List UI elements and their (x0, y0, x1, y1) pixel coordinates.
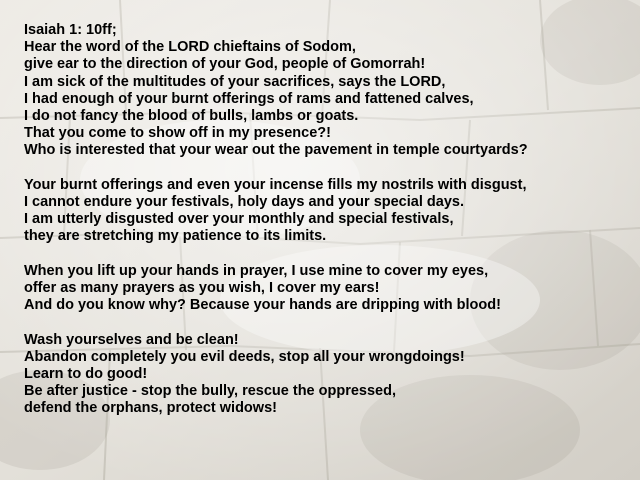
stanza (24, 263, 624, 315)
verse-line: Abandon completely you evil deeds, stop all your wrongdoings! (24, 348, 465, 365)
verse-line: And do you know why? Because your hands are dripping with blood! (24, 297, 501, 314)
verse-line: they are stretching my patience to its limits. (24, 228, 327, 245)
stanza (24, 177, 624, 246)
verse-line: Your burnt offerings and even your incense fills my nostrils with disgust, (24, 176, 527, 193)
verse-line: defend the orphans, protect widows! (24, 400, 277, 417)
verse-line: Wash yourselves and be clean! (24, 331, 239, 348)
verse-line: I am sick of the multitudes of your sacrifices, says the LORD, (24, 73, 446, 90)
verse-line: That you come to show off in my presence?! (24, 125, 331, 142)
verse-line: Learn to do good! (24, 366, 148, 383)
verse-line: Who is interested that your wear out the pavement in temple courtyards? (24, 142, 528, 159)
verse-line: Be after justice - stop the bully, rescue the oppressed, (24, 383, 396, 400)
passage-reference: Isaiah 1: 10ff; (24, 22, 117, 38)
verse-line: I am utterly disgusted over your monthly and special festivals, (24, 211, 454, 228)
passage-text (24, 22, 624, 418)
verse-line: I had enough of your burnt offerings of rams and fattened calves, (24, 90, 474, 107)
verse-line: Hear the word of the LORD chieftains of Sodom, (24, 39, 356, 56)
stanza (24, 332, 624, 418)
stanza (24, 22, 624, 160)
verse-line: I cannot endure your festivals, holy days and your special days. (24, 194, 464, 211)
verse-line: I do not fancy the blood of bulls, lambs or goats. (24, 108, 359, 125)
verse-line: give ear to the direction of your God, people of Gomorrah! (24, 56, 426, 73)
verse-line: When you lift up your hands in prayer, I use mine to cover my eyes, (24, 262, 489, 279)
verse-line: offer as many prayers as you wish, I cover my ears! (24, 280, 380, 297)
